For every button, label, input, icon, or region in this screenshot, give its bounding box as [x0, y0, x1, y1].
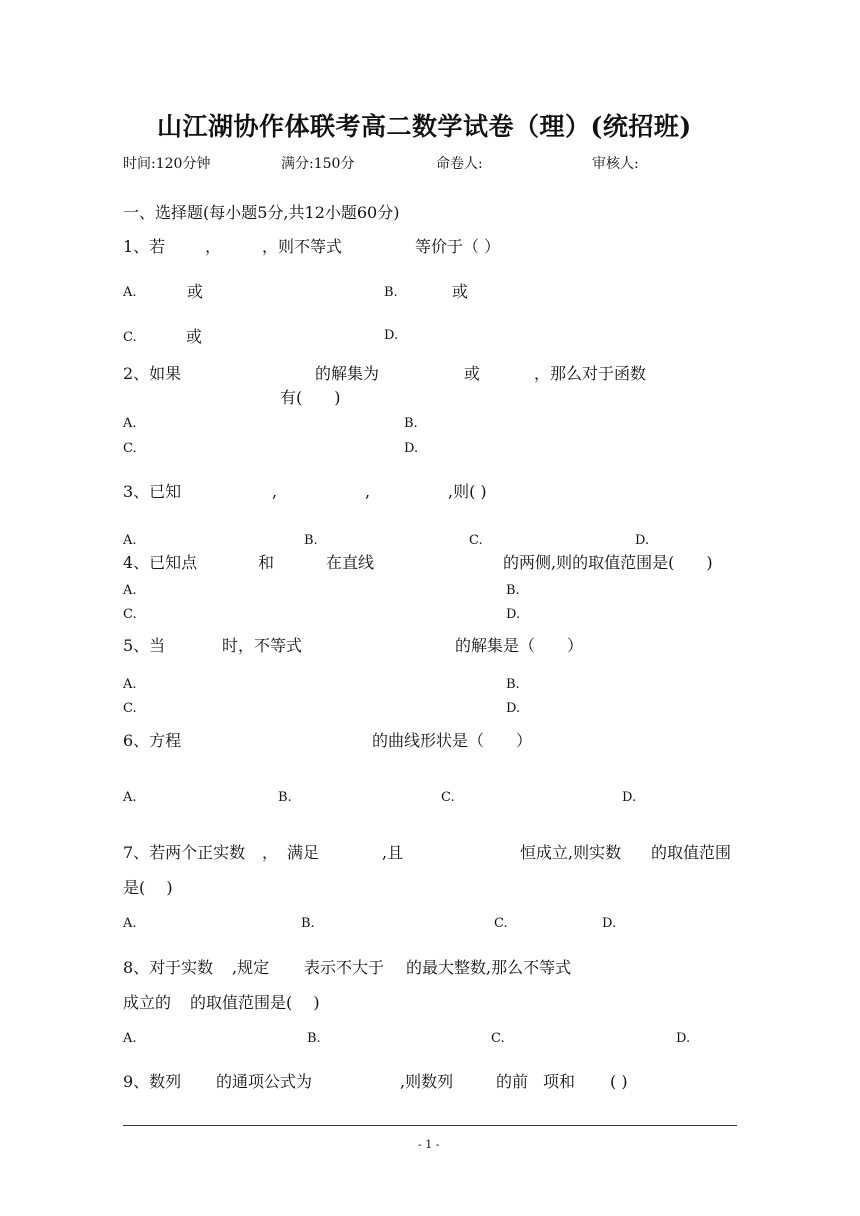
- option-b: B.: [506, 583, 520, 598]
- option-c: C.: [494, 916, 508, 931]
- option-d: D.: [635, 533, 650, 548]
- q9-text: 的通项公式为: [216, 1072, 313, 1091]
- option-text: 或: [186, 327, 203, 346]
- option-a: A.: [123, 790, 137, 805]
- q3-text: ,则( ): [448, 482, 487, 501]
- q5-text: 时，不等式: [222, 636, 303, 655]
- q1-text: ，则不等式: [262, 237, 343, 256]
- q1-text: 等价于（ ）: [415, 237, 501, 256]
- option-c: C.: [123, 330, 137, 345]
- option-a: A.: [123, 1031, 137, 1046]
- option-text: 或: [452, 282, 469, 301]
- q9-text: ,则数列: [400, 1072, 454, 1091]
- q2-text: 有( ): [280, 388, 341, 407]
- option-d: D.: [404, 441, 419, 456]
- option-b: B.: [304, 533, 318, 548]
- q2-text: ，那么对于函数: [534, 364, 647, 383]
- q7-text: ，: [262, 843, 279, 862]
- section-heading: 一、选择题(每小题5分,共12小题60分): [123, 203, 400, 222]
- option-c: C.: [123, 701, 137, 716]
- q3-text: ,: [365, 482, 371, 501]
- q7-text: 恒成立,则实数: [520, 843, 622, 862]
- q3-text: 3、已知: [123, 482, 182, 501]
- option-a: A.: [123, 416, 137, 431]
- option-a: A.: [123, 677, 137, 692]
- q1-text: ，: [205, 237, 222, 256]
- q4-text: 4、已知点: [123, 553, 198, 572]
- option-d: D.: [602, 916, 617, 931]
- q9-text: ( ): [610, 1072, 628, 1091]
- q4-text: 和: [258, 553, 275, 572]
- option-text: 或: [187, 282, 204, 301]
- option-a: A.: [123, 916, 137, 931]
- q7-text: 是( ): [123, 878, 173, 897]
- option-a: A.: [123, 583, 137, 598]
- option-d: D.: [384, 328, 399, 343]
- option-b: B.: [506, 677, 520, 692]
- option-c: C.: [123, 441, 137, 456]
- exam-author: 命卷人:: [436, 156, 483, 172]
- option-a: A.: [123, 285, 137, 300]
- q8-text: 的取值范围是( ): [190, 993, 320, 1012]
- q3-text: ,: [272, 482, 278, 501]
- q5-text: 5、当: [123, 636, 166, 655]
- exam-score: 满分:150分: [281, 156, 355, 172]
- option-c: C.: [123, 607, 137, 622]
- q8-text: ,规定: [232, 958, 270, 977]
- option-c: C.: [441, 790, 455, 805]
- option-d: D.: [506, 607, 521, 622]
- q2-text: 2、如果: [123, 364, 182, 383]
- q5-text: 的解集是（ ）: [455, 636, 584, 655]
- option-b: B.: [278, 790, 292, 805]
- exam-time: 时间:120分钟: [123, 156, 211, 172]
- q6-text: 6、方程: [123, 731, 182, 750]
- q9-text: 的前: [496, 1072, 529, 1091]
- option-c: C.: [491, 1031, 505, 1046]
- option-a: A.: [123, 533, 137, 548]
- q4-text: 的两侧,则的取值范围是( ): [503, 553, 713, 572]
- page-number: - 1 -: [418, 1138, 440, 1151]
- q1-text: 1、若: [123, 237, 166, 256]
- q9-text: 9、数列: [123, 1072, 182, 1091]
- footer-divider: [123, 1125, 737, 1126]
- q8-text: 表示不大于: [304, 958, 385, 977]
- option-b: B.: [301, 916, 315, 931]
- page-title: 山江湖协作体联考高二数学试卷（理）(统招班): [157, 112, 692, 141]
- q2-text: 的解集为: [315, 364, 380, 383]
- q2-text: 或: [464, 364, 481, 383]
- q7-text: ,且: [382, 843, 404, 862]
- q7-text: 7、若两个正实数: [123, 843, 246, 862]
- option-b: B.: [384, 285, 398, 300]
- q4-text: 在直线: [326, 553, 375, 572]
- q9-text: 项和: [543, 1072, 576, 1091]
- option-b: B.: [404, 416, 418, 431]
- q8-text: 8、对于实数: [123, 958, 214, 977]
- option-d: D.: [676, 1031, 691, 1046]
- option-d: D.: [506, 701, 521, 716]
- q7-text: 的取值范围: [651, 843, 732, 862]
- option-d: D.: [622, 790, 637, 805]
- q8-text: 的最大整数,那么不等式: [406, 958, 572, 977]
- q8-text: 成立的: [123, 993, 172, 1012]
- q6-text: 的曲线形状是（ ）: [372, 731, 533, 750]
- exam-reviewer: 审核人:: [592, 156, 639, 172]
- q7-text: 满足: [287, 843, 320, 862]
- option-b: B.: [307, 1031, 321, 1046]
- option-c: C.: [469, 533, 483, 548]
